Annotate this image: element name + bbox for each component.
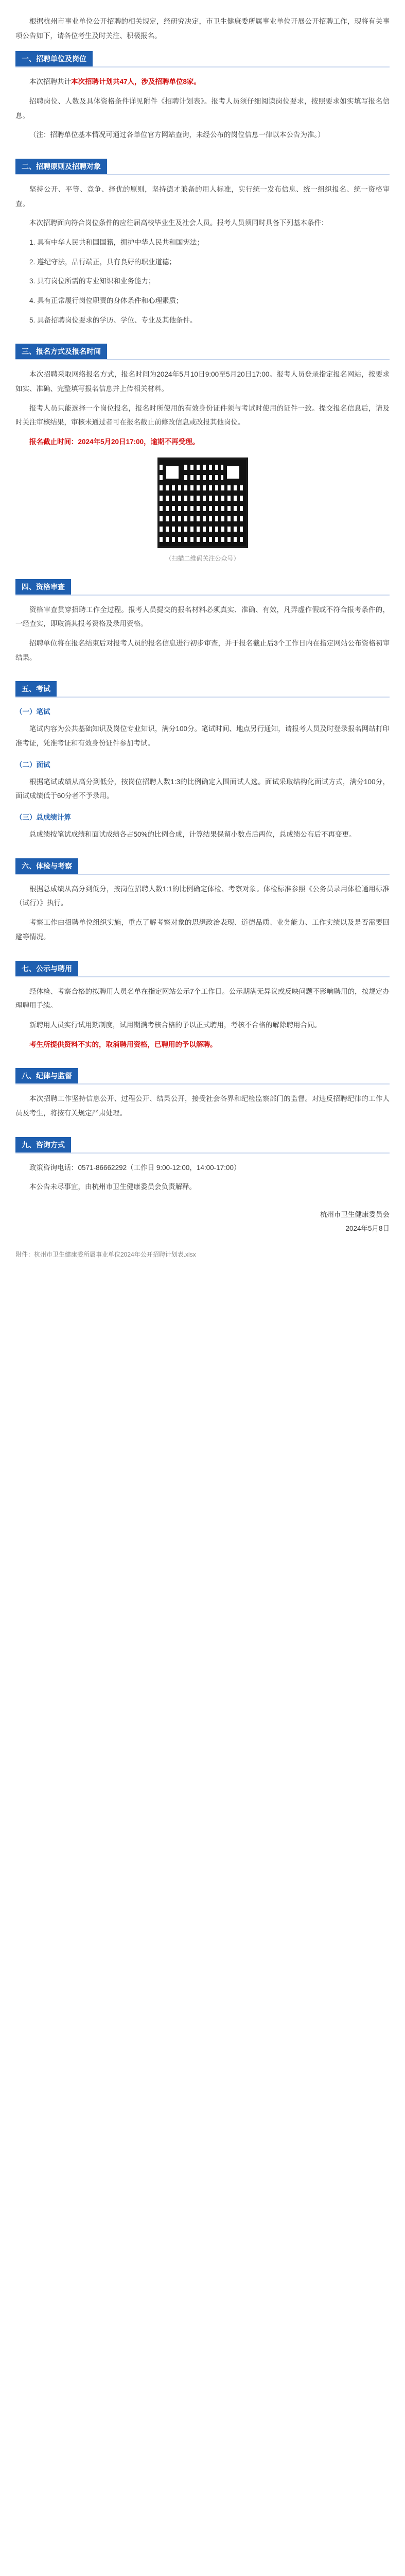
section-paragraph: 笔试内容为公共基础知识及岗位专业知识，满分100分。笔试时间、地点另行通知，请报考人员及时登录报名网站打印准考证，凭准考证和有效身份证件参加考试。 — [15, 725, 390, 748]
section-paragraph: 招聘岗位、人数及具体资格条件详见附件《招聘计划表》。报考人员须仔细阅读岗位要求，按照要求如实填写报名信息。 — [15, 97, 390, 120]
section-1 — [15, 48, 390, 142]
section-note: （注：招聘单位基本情况可通过各单位官方网站查询，未经公布的岗位信息一律以本公告为准。） — [29, 131, 325, 139]
section-paragraph: 招聘单位将在报名结束后对报考人员的报名信息进行初步审查，并于报名截止后3个工作日内在指定网站公布资格初审结果。 — [15, 639, 390, 662]
section-7 — [15, 958, 390, 1052]
intro-paragraph: 根据杭州市事业单位公开招聘的相关规定，经研究决定，市卫生健康委所属事业单位开展公开招聘工作，现将有关事项公告如下，请各位考生及时关注、积极报名。 — [15, 18, 390, 40]
section-paragraph: 根据笔试成绩从高分到低分，按岗位招聘人数1:3的比例确定入围面试人选。面试采取结构化面试方式，满分100分，面试成绩低于60分者不予录用。 — [15, 777, 390, 800]
section-paragraph: 资格审查贯穿招聘工作全过程。报考人员提交的报名材料必须真实、准确、有效，凡弄虚作假或不符合报考条件的，一经查实，即取消其报考资格及录用资格。 — [15, 605, 390, 628]
qr-code-icon — [157, 457, 248, 548]
section-paragraph: 坚持公开、平等、竞争、择优的原则，坚持德才兼备的用人标准，实行统一发布信息、统一组织报名、统一资格审查。 — [15, 185, 390, 208]
section-2 — [15, 156, 390, 327]
contact-paragraph: 政策咨询电话：0571-86662292（工作日 9:00-12:00，14:00-17:00） — [29, 1163, 241, 1172]
heading-rule — [15, 1153, 390, 1154]
highlight-text: 报名截止时间：2024年5月20日17:00，逾期不再受理。 — [29, 438, 200, 446]
section-paragraph: 总成绩按笔试成绩和面试成绩各占50%的比例合成，计算结果保留小数点后两位，总成绩公布后不再变更。 — [29, 831, 356, 839]
heading-rule — [15, 1083, 390, 1084]
highlight-text: 本次招聘计划共47人，涉及招聘单位8家。 — [71, 78, 201, 86]
heading-rule — [15, 66, 390, 67]
section-heading: 三、报名方式及报名时间 — [15, 344, 107, 359]
heading-rule — [15, 595, 390, 596]
sub-heading: （三）总成绩计算 — [15, 814, 71, 822]
list-item: 3. 具有岗位所需的专业知识和业务能力； — [29, 277, 155, 285]
section-paragraph: 本公告未尽事宜，由杭州市卫生健康委员会负责解释。 — [29, 1183, 196, 1191]
section-heading: 六、体检与考察 — [15, 858, 78, 874]
section-heading: 七、公示与聘用 — [15, 961, 78, 976]
qr-block — [15, 457, 390, 563]
list-item: 1. 具有中华人民共和国国籍，拥护中华人民共和国宪法； — [29, 239, 204, 247]
heading-rule — [15, 874, 390, 875]
attachment-link[interactable]: 附件：杭州市卫生健康委所属事业单位2024年公开招聘计划表.xlsx — [15, 1250, 196, 1258]
section-9 — [15, 1134, 390, 1194]
issue-date: 2024年5月8日 — [345, 1224, 390, 1232]
section-3 — [15, 341, 390, 562]
section-heading: 五、考试 — [15, 681, 57, 697]
highlight-text: 考生所提供资料不实的，取消聘用资格，已聘用的予以解聘。 — [29, 1040, 217, 1048]
list-item: 5. 具备招聘岗位要求的学历、学位、专业及其他条件。 — [29, 316, 197, 324]
section-paragraph: 本次招聘工作坚持信息公开、过程公开、结果公开，接受社会各界和纪检监察部门的监督。对违反招聘纪律的工作人员及考生，将按有关规定严肃处理。 — [15, 1095, 390, 1117]
section-heading: 九、咨询方式 — [15, 1137, 71, 1153]
section-heading: 一、招聘单位及岗位 — [15, 51, 93, 66]
section-paragraph: 报考人员只能选择一个岗位报名，报名时所使用的有效身份证件须与考试时使用的证件一致。提交报名信息后，请及时关注审核结果，审核未通过者可在报名截止前修改信息或改报其他岗位。 — [15, 404, 390, 427]
section-5 — [15, 678, 390, 841]
sub-heading: （二）面试 — [15, 760, 50, 769]
paragraph-text: 本次招聘共计 — [29, 78, 71, 86]
section-paragraph: 考察工作由招聘单位组织实施，重点了解考察对象的思想政治表现、道德品质、业务能力、工作实绩以及是否需要回避等情况。 — [15, 919, 390, 941]
heading-rule — [15, 976, 390, 977]
heading-rule — [15, 359, 390, 360]
section-paragraph: 根据总成绩从高分到低分，按岗位招聘人数1:1的比例确定体检、考察对象。体检标准参照《公务员录用体检通用标准（试行）》执行。 — [15, 885, 390, 907]
list-item: 4. 具有正常履行岗位职责的身体条件和心理素质； — [29, 297, 183, 305]
section-heading: 二、招聘原则及招聘对象 — [15, 159, 107, 174]
section-heading: 八、纪律与监督 — [15, 1068, 78, 1083]
section-paragraph: 本次招聘采取网络报名方式，报名时间为2024年5月10日9:00至5月20日17:00。报考人员登录指定报名网站，按要求如实、准确、完整填写报名信息并上传相关材料。 — [15, 370, 390, 393]
section-4 — [15, 576, 390, 665]
section-paragraph: 新聘用人员实行试用期制度，试用期满考核合格的予以正式聘用，考核不合格的解除聘用合同。 — [29, 1021, 321, 1029]
issuing-org: 杭州市卫生健康委员会 — [320, 1210, 390, 1218]
list-item: 2. 遵纪守法，品行端正，具有良好的职业道德； — [29, 258, 177, 266]
sub-heading: （一）笔试 — [15, 708, 50, 716]
section-8 — [15, 1065, 390, 1120]
qr-caption: （扫描二维码关注公众号） — [165, 554, 240, 562]
section-paragraph — [15, 75, 390, 89]
signature-block — [15, 1208, 390, 1235]
section-heading: 四、资格审查 — [15, 579, 71, 595]
heading-rule — [15, 697, 390, 698]
section-paragraph: 经体检、考察合格的拟聘用人员名单在指定网站公示7个工作日。公示期满无异议或反映问题不影响聘用的，按规定办理聘用手续。 — [15, 987, 390, 1010]
section-paragraph: 本次招聘面向符合岗位条件的应往届高校毕业生及社会人员。报考人员须同时具备下列基本条件： — [29, 219, 328, 227]
heading-rule — [15, 174, 390, 175]
section-6 — [15, 855, 390, 944]
